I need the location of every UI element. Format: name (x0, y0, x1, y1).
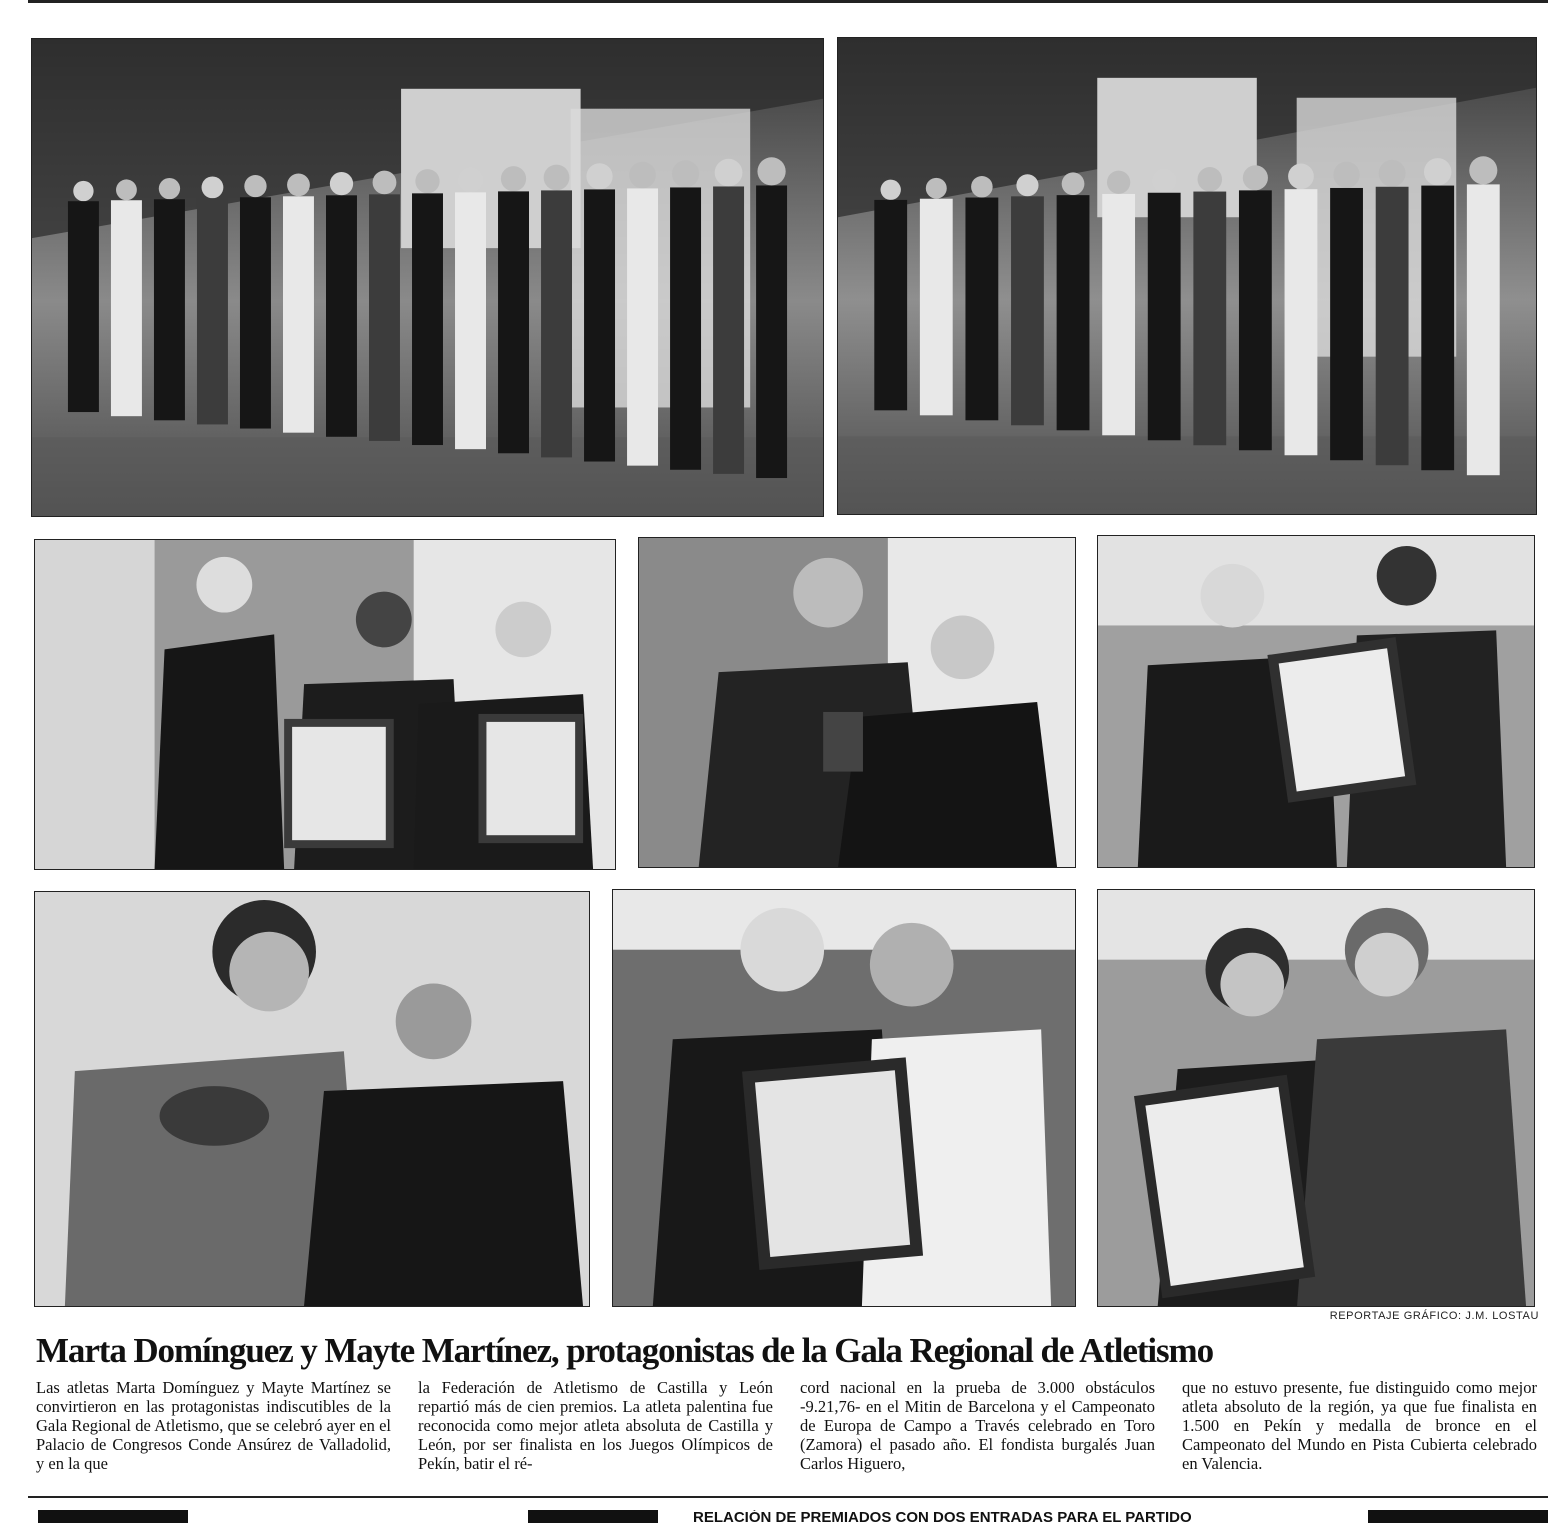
article-text: que no estuvo presente, fue distinguido como mejor atleta absoluto de la región, ya que fue finalista en 1.500 en Pekín y medalla de bronce en el Campeonato del Mundo en Pista Cubierta celebrado en Valencia. (1182, 1378, 1537, 1473)
person-body (874, 200, 907, 410)
person-head (1107, 171, 1130, 194)
person-head (715, 159, 743, 187)
person-head (501, 166, 526, 191)
person-body (756, 185, 787, 478)
person-head (926, 178, 947, 199)
person-body (1239, 190, 1272, 450)
next-article-teaser (28, 1508, 1548, 1523)
article-column-2 (418, 1378, 773, 1473)
teaser-block (1368, 1510, 1548, 1523)
person-body (1102, 194, 1135, 435)
person-head (1152, 169, 1176, 193)
person-body (1285, 189, 1318, 455)
person-body (1011, 196, 1044, 425)
person-body (1057, 195, 1090, 430)
person-body (670, 187, 701, 469)
top-rule (28, 0, 1548, 3)
person-body (68, 201, 99, 412)
article-text: la Federación de Atletismo de Castilla y León repartió más de cien premios. La atleta palentina fue reconocida como mejor atleta absoluta de Castilla y León, por ser finalista en los Juegos Olímpicos de Pekín, batir el ré- (418, 1378, 773, 1473)
person-head (330, 172, 353, 195)
article-text: Las atletas Marta Domínguez y Mayte Martínez se convirtieron en las protagonistas indiscutibles de la Gala Regional de Atletismo, que se celebró ayer en el Palacio de Congresos Conde Ansúrez de Valladolid, y en la que (36, 1378, 391, 1473)
teaser-block (38, 1510, 188, 1523)
award-photo-trophy-handover (638, 537, 1076, 868)
person-body (1467, 184, 1500, 475)
award-photo-two-women-plaque (1097, 889, 1535, 1307)
person-body (111, 200, 142, 416)
person-body (920, 199, 953, 416)
person-body (1193, 192, 1226, 446)
person-head (73, 181, 93, 201)
article-text: cord nacional en la prueba de 3.000 obstáculos -9.21,76- en el Mitin de Barcelona y el Campeonato de Europa de Campo a Través celebrado en Toro (Zamora) el pasado año. El fondista burgalés Juan Carlos Higuero, (800, 1378, 1155, 1473)
teaser-headline: RELACIÓN DE PREMIADOS CON DOS ENTRADAS PARA EL PARTIDO (693, 1510, 1192, 1523)
person-body (627, 188, 658, 465)
person-body (1376, 187, 1409, 465)
person-head (586, 163, 612, 189)
person-head (757, 157, 785, 185)
person-body (713, 186, 744, 473)
award-photo-plaque-woman (1097, 535, 1535, 868)
group-photo-left (31, 38, 824, 517)
person-head (244, 175, 266, 197)
person-body (1148, 193, 1181, 441)
person-head (672, 160, 699, 187)
teaser-block (528, 1510, 658, 1523)
person-head (1198, 167, 1223, 191)
person-body (498, 191, 529, 453)
person-head (1243, 165, 1268, 190)
award-photo-marta-dominguez (34, 891, 590, 1307)
article-column-3 (800, 1378, 1155, 1473)
award-photo-three-people (34, 539, 616, 870)
person-head (202, 176, 224, 198)
person-head (544, 165, 570, 191)
person-head (1333, 162, 1359, 188)
bottom-rule (28, 1496, 1548, 1498)
person-head (1379, 160, 1406, 187)
person-body (283, 196, 314, 432)
person-head (1288, 163, 1314, 189)
person-head (881, 180, 901, 200)
person-head (159, 178, 180, 199)
headline: Marta Domínguez y Mayte Martínez, protagonistas de la Gala Regional de Atletismo (36, 1331, 1214, 1370)
person-head (1424, 158, 1452, 185)
person-head (971, 176, 993, 198)
person-head (1016, 174, 1038, 196)
person-head (373, 171, 397, 195)
person-body (965, 198, 998, 421)
photo-credit: REPORTAJE GRÁFICO: J.M. LOSTAU (1329, 1310, 1539, 1322)
group-photo-right (837, 37, 1537, 515)
person-head (287, 174, 310, 197)
article-column-4 (1182, 1378, 1537, 1473)
person-body (584, 189, 615, 461)
person-body (455, 192, 486, 449)
person-body (154, 199, 185, 420)
person-head (1469, 156, 1497, 184)
person-head (458, 168, 483, 193)
person-body (412, 193, 443, 445)
person-head (116, 179, 137, 200)
person-body (1330, 188, 1363, 460)
person-body (326, 195, 357, 436)
award-photo-plaque-couple (612, 889, 1076, 1307)
person-body (541, 190, 572, 457)
person-head (629, 162, 656, 189)
person-head (415, 169, 439, 193)
person-body (240, 197, 271, 428)
article-column-1 (36, 1378, 391, 1473)
person-body (369, 194, 400, 441)
person-head (1062, 172, 1085, 195)
person-body (197, 198, 228, 424)
person-body (1421, 186, 1454, 471)
